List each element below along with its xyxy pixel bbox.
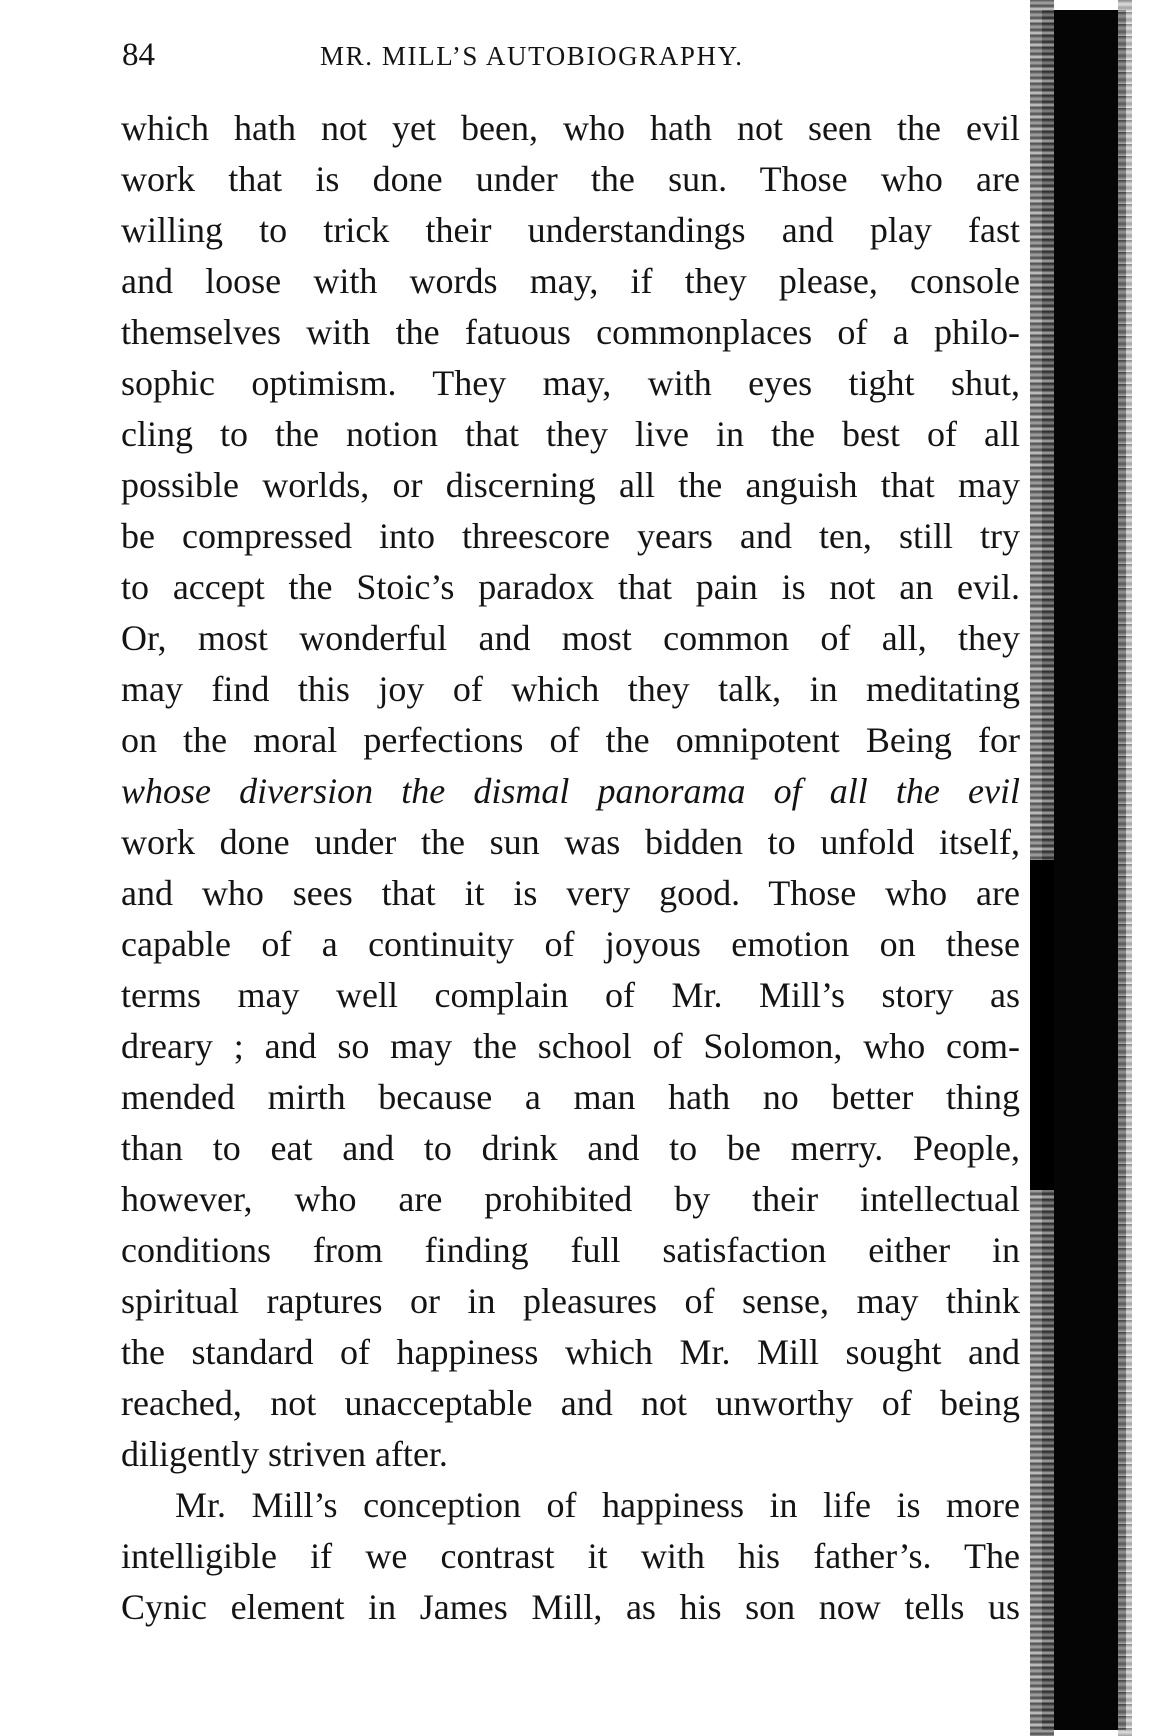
text-line: work that is done under the sun. Those who are <box>121 159 1020 199</box>
binding-edge-right <box>1118 0 1132 1736</box>
body-text <box>121 103 1020 1633</box>
book-binding-shadow <box>1042 10 1126 1730</box>
text-line: on the moral perfections of the omnipotent Being for <box>121 720 1020 760</box>
text-line: however, who are prohibited by their intellectual <box>121 1179 1020 1219</box>
text-line: which hath not yet been, who hath not seen the evil <box>121 108 1020 148</box>
text-line: reached, not unacceptable and not unworthy of being <box>121 1383 1020 1423</box>
text-line: mended mirth because a man hath no better thing <box>121 1077 1020 1117</box>
text-line: to accept the Stoic’s paradox that pain is not an evil. <box>121 567 1020 607</box>
text-line: themselves with the fatuous commonplaces of a philo- <box>121 312 1020 352</box>
text-line: willing to trick their understandings and play fast <box>121 210 1020 250</box>
text-line: conditions from finding full satisfaction either in <box>121 1230 1020 1270</box>
text-line: and loose with words may, if they please, console <box>121 261 1020 301</box>
text-line: intelligible if we contrast it with his father’s. The <box>121 1536 1020 1576</box>
text-line: than to eat and to drink and to be merry. People, <box>121 1128 1020 1168</box>
text-line: work done under the sun was bidden to unfold itself, <box>121 822 1020 862</box>
text-line: spiritual raptures or in pleasures of sense, may think <box>121 1281 1020 1321</box>
text-line: possible worlds, or discerning all the anguish that may <box>121 465 1020 505</box>
text-line-paragraph-end: diligently striven after. <box>121 1434 448 1474</box>
running-title: MR. MILL’S AUTOBIOGRAPHY. <box>320 41 744 71</box>
text-line: cling to the notion that they live in the best of all <box>121 414 1020 454</box>
text-line: be compressed into threescore years and ten, still try <box>121 516 1020 556</box>
text-line: dreary ; and so may the school of Solomon, who com- <box>121 1026 1020 1066</box>
text-line: sophic optimism. They may, with eyes tight shut, <box>121 363 1020 403</box>
text-line: and who sees that it is very good. Those who are <box>121 873 1020 913</box>
binding-edge-dark <box>1030 860 1054 1190</box>
text-line: may find this joy of which they talk, in meditating <box>121 669 1020 709</box>
text-line-paragraph-start: Mr. Mill’s conception of happiness in life is more <box>175 1485 1020 1525</box>
text-line: capable of a continuity of joyous emotion on these <box>121 924 1020 964</box>
text-line: Cynic element in James Mill, as his son now tells us <box>121 1587 1020 1627</box>
text-line-italic: whose diversion the dismal panorama of all the evil <box>121 771 1020 811</box>
text-line: terms may well complain of Mr. Mill’s story as <box>121 975 1020 1015</box>
running-header <box>0 0 1040 120</box>
page-number: 84 <box>122 37 155 73</box>
text-line: Or, most wonderful and most common of all, they <box>121 618 1020 658</box>
text-line: the standard of happiness which Mr. Mill sought and <box>121 1332 1020 1372</box>
